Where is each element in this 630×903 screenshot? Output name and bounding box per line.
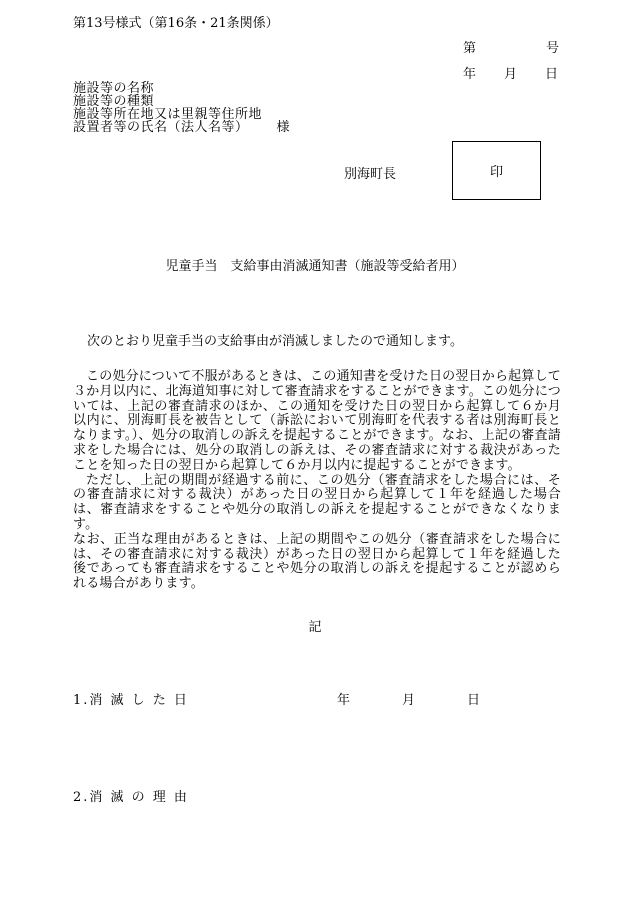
item1-day-label: 日 — [467, 693, 481, 708]
facility-name-label: 施設等の名称 — [73, 81, 155, 96]
date-day-label: 日 — [545, 67, 559, 82]
document-title: 児童手当 支給事由消滅通知書（施設等受給者用） — [165, 259, 465, 274]
notice-paragraph-3: なお、正当な理由があるときは、上記の期間やこの処分（審査請求をした場合には、その審査請求に対する裁決）があった日の翌日から起算して１年を経過した後であっても審査請求をすることや処分の取消しの訴えを提起することが認められる場合があります。 — [73, 531, 561, 592]
appeal-notice — [73, 370, 561, 592]
item-extinction-reason-label: 2.消 滅 の 理 由 — [73, 790, 189, 805]
item-extinction-date-label: 1.消 滅 し た 日 — [73, 693, 189, 708]
seal-box — [452, 141, 541, 200]
date-month-label: 月 — [504, 67, 518, 82]
item1-year-label: 年 — [337, 693, 351, 708]
facility-address-label: 施設等所在地又は里親等住所地 — [73, 107, 263, 122]
item1-month-label: 月 — [402, 693, 416, 708]
sender-name: 別海町長 — [344, 167, 397, 182]
intro-text: 次のとおり児童手当の支給事由が消滅しましたので通知します。 — [87, 334, 463, 349]
notice-paragraph-2: ただし、上記の期間が経過する前に、この処分（審査請求をした場合には、その審査請求に対する裁決）があった日の翌日から起算して１年を経過した場合は、審査請求をすることや処分の取消しの訴えを提起することができなくなります。 — [73, 472, 561, 532]
document-number — [463, 37, 559, 56]
founder-name-row — [73, 121, 290, 134]
form-number: 第13号様式（第16条・21条関係） — [73, 16, 279, 31]
facility-type-label: 施設等の種類 — [73, 94, 155, 109]
item-extinction-date-value — [337, 689, 480, 708]
doc-number-suffix: 号 — [546, 41, 560, 56]
addressee-block — [73, 82, 290, 134]
document-date — [463, 63, 558, 82]
date-year-label: 年 — [463, 67, 477, 82]
doc-number-prefix: 第 — [463, 41, 477, 56]
founder-name-label: 設置者等の氏名（法人名等） — [73, 120, 249, 135]
notice-paragraph-1: この処分について不服があるときは、この通知書を受けた日の翌日から起算して３か月以内に、北海道知事に対して審査請求をすることができます。この処分については、上記の審査請求のほか、この通知を受けた日の翌日から起算して６か月以内に、別海町長を被告として（訴訟において別海町を代表する者は別海町長となります。）、処分の取消しの訴えを提起することができます。なお、上記の審査請求をした場合には、処分の取消しの訴えは、その審査請求に対する裁決があったことを知った日の翌日から起算して６か月以内に提起することができます。 — [73, 369, 561, 473]
honorific: 様 — [276, 120, 291, 135]
ki-heading: 記 — [308, 620, 322, 635]
seal-label: 印 — [489, 165, 503, 180]
